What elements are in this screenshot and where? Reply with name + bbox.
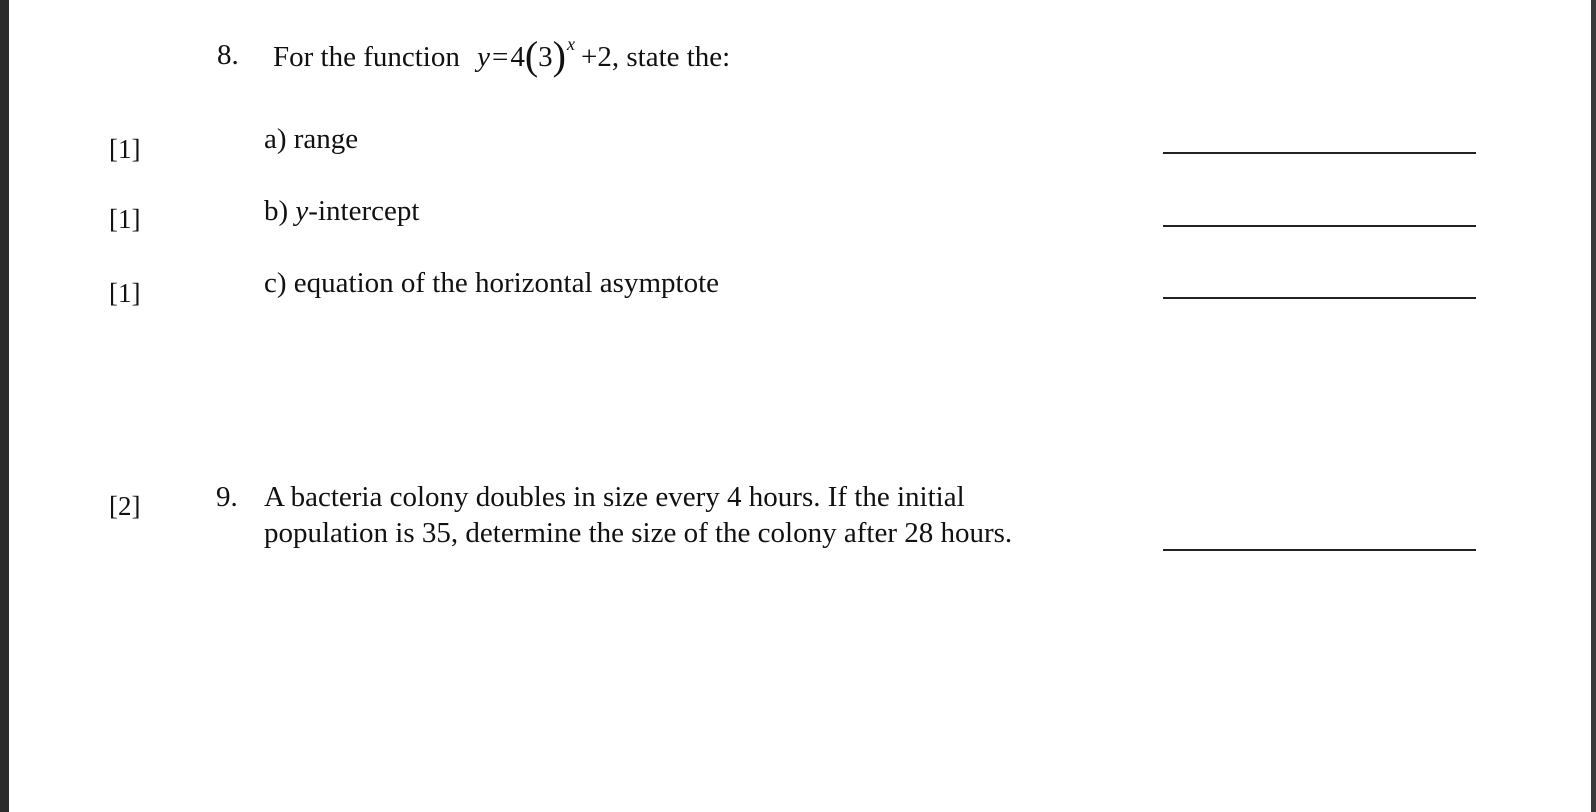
part-b-label	[264, 194, 419, 228]
question-8-stem	[273, 33, 731, 78]
formula-tail: +2	[581, 41, 612, 73]
left-page-edge	[0, 0, 9, 812]
part-a-answer-line[interactable]	[1163, 152, 1476, 154]
question-9-line-2: population is 35, determine the size of the colony after 28 hours.	[264, 517, 1013, 549]
question-9-number: 9.	[216, 481, 238, 513]
part-a-mark: [1]	[109, 134, 141, 164]
part-a-label: a) range	[264, 123, 359, 155]
part-b-mark: [1]	[109, 204, 141, 234]
function-formula	[477, 33, 612, 78]
question-8-number: 8.	[217, 39, 239, 71]
part-b-variable: y	[295, 195, 309, 227]
part-c-answer-line[interactable]	[1163, 297, 1476, 299]
formula-open-paren: (	[524, 33, 539, 78]
question-9-mark: [2]	[109, 491, 141, 521]
part-b-prefix: b)	[264, 195, 296, 227]
right-page-edge	[1591, 0, 1596, 812]
question-8-suffix: , state the:	[611, 41, 731, 73]
formula-equals: =	[491, 41, 509, 73]
part-c-label: c) equation of the horizontal asymptote	[264, 267, 719, 299]
formula-close-paren: )	[552, 33, 566, 78]
part-c-mark: [1]	[109, 278, 141, 308]
part-b-suffix: -intercept	[308, 195, 420, 227]
question-9-answer-line[interactable]	[1163, 549, 1476, 551]
part-b-answer-line[interactable]	[1163, 225, 1476, 227]
formula-coefficient: 4	[510, 41, 525, 73]
formula-base: 3	[538, 41, 553, 73]
formula-lhs: y	[477, 41, 490, 73]
question-8-prefix: For the function	[273, 41, 460, 73]
formula-exponent: x	[567, 34, 575, 54]
question-9-line-1: A bacteria colony doubles in size every 4 hours. If the initial	[264, 481, 965, 513]
